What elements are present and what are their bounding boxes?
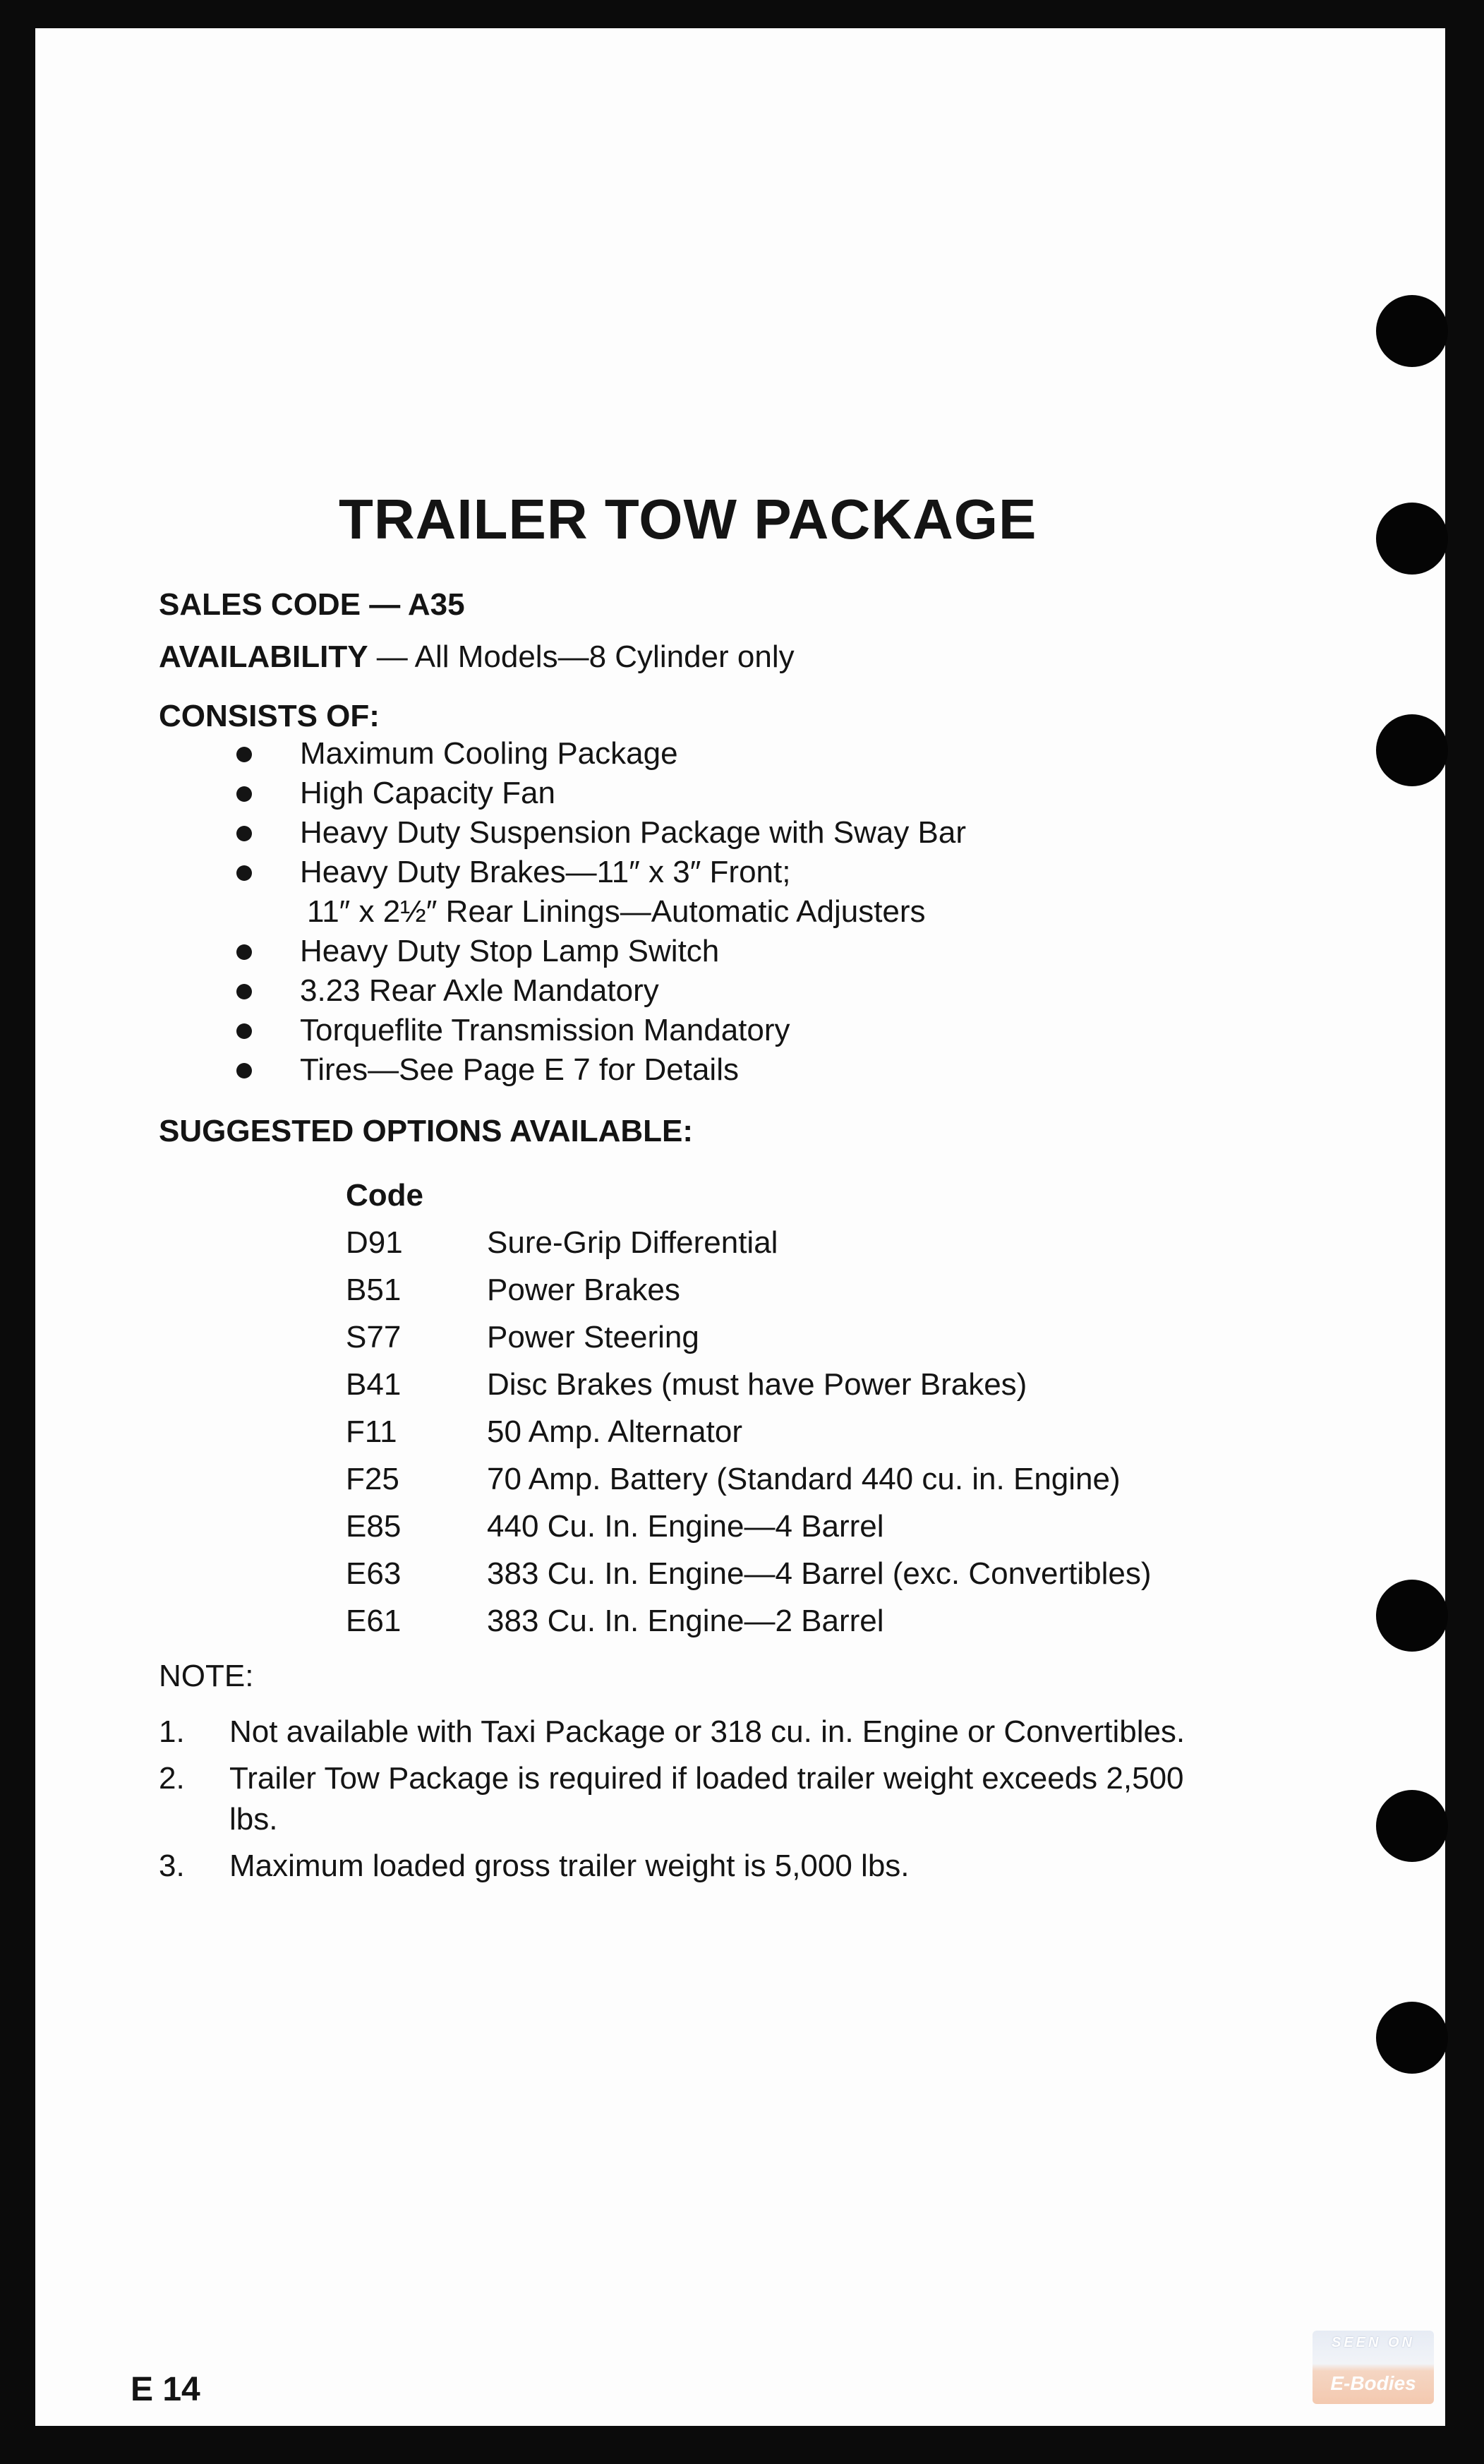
list-item: 3.23 Rear Axle Mandatory (236, 971, 966, 1011)
binder-hole (1376, 2002, 1448, 2074)
sales-code-value: A35 (407, 587, 465, 622)
watermark-logo: SEEN ON E-Bodies (1313, 2331, 1434, 2404)
list-item: 2. Trailer Tow Package is required if loaded trailer weight exceeds 2,500 lbs. (159, 1761, 1184, 1837)
bullet-icon (236, 786, 252, 802)
table-row: B51 Power Brakes (346, 1272, 680, 1307)
note-label: NOTE: (159, 1659, 254, 1693)
table-row: F11 50 Amp. Alternator (346, 1414, 742, 1449)
list-item: 3. Maximum loaded gross trailer weight is 5,000 lbs. (159, 1849, 910, 1883)
binder-hole (1376, 295, 1448, 367)
page-title: TRAILER TOW PACKAGE (339, 488, 1037, 551)
suggested-options-label: SUGGESTED OPTIONS AVAILABLE: (159, 1114, 694, 1148)
list-item: Torqueflite Transmission Mandatory (236, 1011, 966, 1050)
table-row: E61 383 Cu. In. Engine—2 Barrel (346, 1603, 884, 1638)
table-row: F25 70 Amp. Battery (Standard 440 cu. in. Engine) (346, 1461, 1121, 1496)
binder-hole (1376, 714, 1448, 786)
consists-label: CONSISTS OF: (159, 699, 380, 733)
sales-code-line (159, 587, 465, 623)
table-header-row (346, 1172, 1152, 1219)
sales-code-sep: — (361, 587, 408, 622)
binder-hole (1376, 503, 1448, 575)
list-item: Heavy Duty Brakes—11″ x 3″ Front; 11″ x 2½″ Rear Linings—Automatic Adjusters (236, 853, 966, 932)
notes-list (159, 1712, 1203, 1892)
bullet-icon (236, 747, 252, 762)
table-row: S77 Power Steering (346, 1319, 699, 1354)
table-row: D91 Sure-Grip Differential (346, 1225, 778, 1260)
code-column-header: Code (346, 1177, 423, 1213)
list-item: High Capacity Fan (236, 774, 966, 813)
list-item: Heavy Duty Stop Lamp Switch (236, 932, 966, 971)
bullet-icon (236, 1023, 252, 1039)
options-table (346, 1172, 1152, 1645)
availability-line (159, 639, 795, 675)
sales-code-label: SALES CODE (159, 587, 361, 622)
bullet-icon (236, 865, 252, 881)
list-item: Maximum Cooling Package (236, 734, 966, 774)
bullet-icon (236, 826, 252, 841)
availability-sep: — (368, 639, 415, 674)
bullet-icon (236, 944, 252, 960)
binder-hole (1376, 1790, 1448, 1862)
manual-page (35, 28, 1445, 2426)
list-item: Tires—See Page E 7 for Details (236, 1050, 966, 1090)
consists-list (236, 734, 966, 1090)
page-number: E 14 (131, 2371, 200, 2408)
bullet-icon (236, 1063, 252, 1078)
availability-value: All Models—8 Cylinder only (414, 639, 795, 674)
table-row: E85 440 Cu. In. Engine—4 Barrel (346, 1508, 884, 1544)
list-item: 1. Not available with Taxi Package or 318 cu. in. Engine or Convertibles. (159, 1714, 1186, 1749)
list-item: Heavy Duty Suspension Package with Sway Bar (236, 813, 966, 853)
table-row: E63 383 Cu. In. Engine—4 Barrel (exc. Convertibles) (346, 1556, 1152, 1591)
availability-label: AVAILABILITY (159, 639, 368, 674)
table-row: B41 Disc Brakes (must have Power Brakes) (346, 1366, 1027, 1402)
binder-hole (1376, 1580, 1448, 1652)
bullet-icon (236, 984, 252, 999)
